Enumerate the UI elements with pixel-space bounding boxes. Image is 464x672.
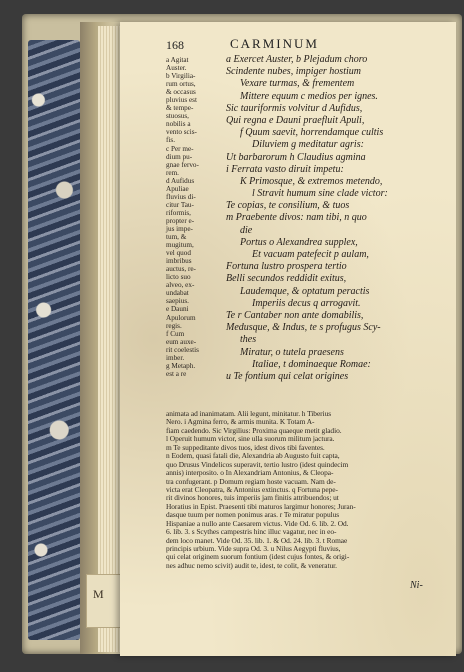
verse-line: Qui regna e Dauni praefluit Apuli,	[226, 114, 365, 126]
margin-note-line: b Virgilia-	[166, 72, 196, 81]
margin-note-line: regis.	[166, 321, 182, 330]
margin-note-line: stuosus,	[166, 112, 189, 121]
commentary-line: Horatius in Epist. Praesenti tibi maturos largimur honores; Juran-	[166, 501, 356, 511]
verse-line: Fortuna lustro prospera tertio	[226, 261, 347, 273]
commentary-block	[166, 410, 450, 570]
margin-note-line: & occasus	[166, 88, 196, 97]
commentary-line: victa erat Cleopatra, & Antonius extinctus. q Fortuna pepe-	[166, 484, 338, 494]
margin-note-line: fluvius di-	[166, 192, 196, 201]
verse-line: Scindente nubes, impiger hostium	[226, 66, 361, 78]
verse-line: Imperiis decus q arrogavit.	[252, 297, 361, 309]
margin-note-line: imbribus	[166, 257, 192, 266]
commentary-line: Nero. i Agmina ferro, & armis munita. K Totam A-	[166, 417, 315, 427]
margin-note-line: a Agitat	[166, 56, 189, 64]
margin-note-line: f Cum	[166, 329, 185, 338]
verse-line: Sic tauriformis volvitur d Aufidus,	[226, 102, 363, 114]
margin-note-line: citur Tau-	[166, 200, 194, 209]
commentary-line: m Te suppeditante divos tuos, idest divos tibi faventes.	[166, 442, 325, 452]
page-tab-label: M	[93, 587, 104, 601]
margin-note-line: vento scis-	[166, 128, 197, 137]
margin-note-line: tum, &	[166, 233, 187, 242]
commentary-line: rit divinos honores, tuis imperiis jam finitis attribuendos; ut	[166, 493, 339, 503]
margin-note-line: & tempe-	[166, 104, 194, 113]
margin-note-line: Apulorum	[166, 313, 196, 322]
margin-note-line: riformis,	[166, 208, 191, 217]
marbled-endpaper	[28, 40, 80, 640]
verse-line: Miratur, o tutela praesens	[240, 346, 344, 358]
page-edges	[98, 26, 120, 652]
margin-note-line: licto suo	[166, 273, 191, 282]
commentary-line: Hispaniae a nullo ante Caesarem victus. Vide Od. 6. lib. 2. Od.	[166, 518, 349, 528]
margin-note-line: Apuliae	[166, 184, 189, 193]
catchword: Ni-	[410, 580, 423, 591]
margin-note-line: saepius.	[166, 297, 189, 306]
commentary-line: fiam caedendo. Sic Virgilius: Proxima quaeque metit gladio.	[166, 425, 342, 435]
margin-note-line: propter e-	[166, 216, 195, 225]
margin-note-line: e Dauni	[166, 305, 189, 314]
commentary-line: n Eodem, quasi fatali die, Alexandria ab Augusto fuit capta,	[166, 451, 340, 461]
margin-note-line: dium pu-	[166, 152, 193, 161]
page-number: 168	[166, 38, 184, 52]
verse-line: Ut barbarorum h Claudius agmina	[226, 151, 366, 163]
verse-line: Medusque, & Indus, te s profugus Scy-	[226, 322, 381, 334]
verse-text	[226, 54, 452, 383]
margin-note-line: c Per me-	[166, 144, 194, 153]
commentary-line: animata ad inanimatam. Alii legunt, minitatur. h Tiberius	[166, 409, 332, 418]
verse-line: Laudemque, & optatum peractis	[240, 285, 370, 297]
margin-note-line: gnae fervo-	[166, 160, 199, 169]
verse-line: f Quum saevit, horrendamque cultis	[240, 127, 384, 139]
verse-line: Te copias, te consilium, & tuos	[226, 200, 350, 212]
verse-line: Diluviem g meditatur agris:	[252, 139, 364, 151]
verse-line: K Primosque, & extremos metendo,	[240, 175, 383, 187]
commentary-line: l Operuit humum victor, sine ulla suorum militum jactura.	[166, 434, 335, 444]
margin-note-line: pluvius est	[166, 96, 197, 105]
verse-line: die	[240, 224, 253, 236]
margin-note-line: rum ortus,	[166, 80, 196, 89]
margin-note-line: eum auxe-	[166, 337, 197, 346]
commentary-line: tra confugerant. p Domum regiam hoste vacuam. Nam de-	[166, 476, 336, 486]
margin-note-line: rem.	[166, 168, 179, 177]
margin-note-line: d Aufidus	[166, 176, 195, 185]
verse-line: Te r Cantaber non ante domabilis,	[226, 309, 364, 321]
commentary-line: dem loco manet. Vide Od. 35. lib. 1. & Od. 24. lib. 3. t Romae	[166, 535, 348, 545]
commentary-line: principis urbium. Vide supra Od. 3. u Nilus Aegypti fluvius,	[166, 544, 341, 553]
commentary-line: dasque tuum per nomen ponimus aras. r Te miratur populus	[166, 510, 340, 520]
verse-line: m Praebente divos: nam tibi, n quo	[226, 212, 367, 224]
margin-notes	[166, 56, 226, 378]
commentary-line: qui celat originem suorum fontium (idest cujus fontes, & origi-	[166, 552, 350, 562]
verse-line: Belli secundos reddidit exitus,	[226, 273, 347, 285]
margin-note-line: fis.	[166, 136, 175, 145]
margin-note-line: vel quod	[166, 249, 191, 258]
verse-line: thes	[240, 334, 257, 346]
margin-note-line: alveo, ex-	[166, 281, 195, 290]
margin-note-line: jus impe-	[166, 224, 193, 233]
verse-line: Portus o Alexandrea supplex,	[240, 236, 358, 248]
commentary-line: annis) interposito. o In Alexandriam Antonius, & Cleopa-	[166, 468, 334, 478]
margin-note-line: rit coelestis	[166, 345, 199, 354]
commentary-line: nes adhuc nemo scivit) audit te, idest, te colit, & veneratur.	[166, 560, 337, 570]
commentary-line: quo Drusus Vindelicos superavit, tertio lustro (idest quindecim	[166, 459, 349, 469]
verse-line: l Stravit humum sine clade victor:	[252, 188, 388, 200]
margin-note-line: g Metaph.	[166, 361, 196, 370]
margin-note-line: imber.	[166, 353, 185, 362]
verse-line: u Te fontium qui celat origines	[226, 370, 349, 382]
commentary-line: 6. lib. 3. s Scythes campestris hinc illuc vagatur, nec in eo-	[166, 527, 337, 537]
margin-note-line: auctus, re-	[166, 265, 196, 274]
verse-line: Et vacuam patefecit p aulam,	[252, 249, 369, 260]
verse-line: Mittere equum c medios per ignes.	[240, 90, 378, 102]
running-title: CARMINUM	[230, 36, 319, 51]
margin-note-line: undabat	[166, 289, 189, 298]
verse-line: a Exercet Auster, b Plejadum choro	[226, 54, 368, 65]
page-tab	[86, 574, 124, 628]
margin-note-line: Auster.	[166, 64, 187, 73]
verse-line: i Ferrata vasto diruit impetu:	[226, 163, 344, 175]
margin-note-line: nobilis a	[166, 120, 191, 129]
verse-line: Vexare turmas, & frementem	[240, 78, 355, 90]
margin-note-line: est a re	[166, 369, 187, 378]
verse-line: Italiae, t dominaeque Romae:	[252, 358, 371, 370]
margin-note-line: mugitum,	[166, 241, 194, 250]
